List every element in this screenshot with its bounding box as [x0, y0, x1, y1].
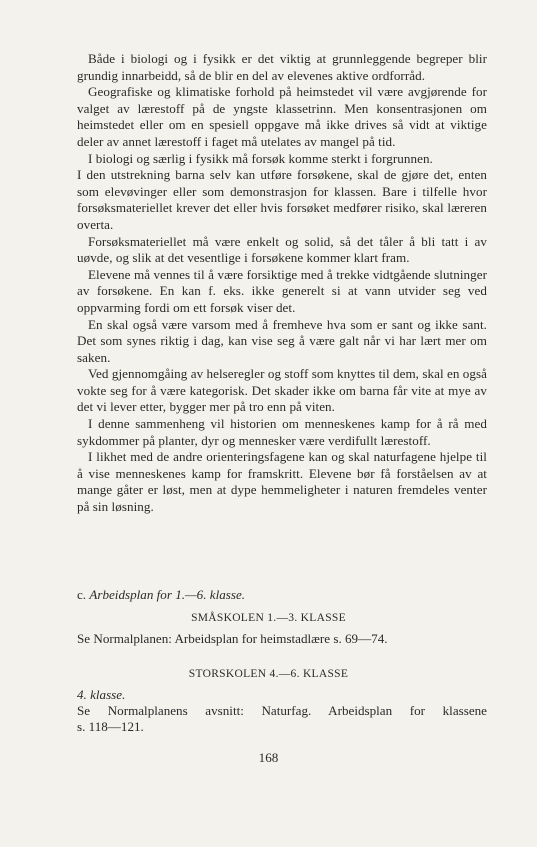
- body-text: [77, 51, 487, 516]
- paragraph: Både i biologi og i fysikk er det viktig at grunnleggende begreper blir grundig innarbeidd, så de blir en del av elevenes aktive ordforråd.: [77, 51, 487, 83]
- paragraph: Forsøksmateriellet må være enkelt og solid, så det tåler å bli tatt i av uøvde, og slik at det vesentlige i forsøkene kommer klart fram.: [77, 233, 487, 266]
- paragraph: Ved gjennomgåing av helseregler og stoff som knyttes til dem, skal en også vokte seg for å være kategorisk. Det skader ikke om barna får vite at mye av det vi lever etter, bygger mer på tro enn på viten.: [77, 366, 487, 415]
- class-subheading: 4. klasse.: [77, 687, 126, 702]
- storskolen-reference-cont: s. 118—121.: [77, 719, 144, 734]
- paragraph: Elevene må vennes til å være forsiktige med å trekke vidtgående slutninger av forsøkene. En kan f. eks. ikke generelt si at vann utvider seg ved oppvarming fordi om ett forsøk viser det.: [77, 266, 487, 315]
- section-prefix: c.: [77, 587, 90, 602]
- storskolen-heading: STORSKOLEN 4.—6. KLASSE: [188, 668, 349, 680]
- paragraph: I denne sammenheng vil historien om menneskenes kamp for å rå med sykdommer på planter, dyr og mennesker være verdifullt lærestoff.: [77, 416, 487, 448]
- paragraph: I likhet med de andre orienteringsfagene kan og skal naturfagene hjelpe til å vise menneskenes kamp for framskritt. Elevene bør få forståelsen av at mange gåter er løst, men at dype hemmeligheter i naturen fremdeles venter på sin løsning.: [77, 449, 487, 515]
- smaskolen-heading: SMÅSKOLEN 1.—3. KLASSE: [191, 612, 346, 624]
- section-title: Arbeidsplan for 1.—6. klasse.: [89, 587, 246, 602]
- storskolen-reference: Se Normalplanens avsnitt: Naturfag. Arbeidsplan for klassene: [77, 703, 487, 718]
- section-heading: [77, 587, 245, 603]
- smaskolen-reference: Se Normalplanen: Arbeidsplan for heimstadlære s. 69—74.: [77, 631, 388, 646]
- paragraph: En skal også være varsom med å fremheve hva som er sant og ikke sant. Det som synes riktig i dag, kan vise seg å være galt når vi har lært mer om saken.: [77, 316, 487, 365]
- paragraph: Geografiske og klimatiske forhold på heimstedet vil være avgjørende for valget av lærestoff på de yngste klassetrinn. Men konsentrasjonen om heimstedet eller om en spesiell oppgave må ikke drives så vidt at viktige deler av annet lærestoff i faget må utelates av mangel på tid.: [77, 84, 487, 149]
- page-number: 168: [258, 750, 279, 765]
- paragraph: I den utstrekning barna selv kan utføre forsøkene, skal de gjøre det, enten som elevøvinger eller som demonstrasjon for klassen. Bare i tilfelle hvor forsøksmateriellet krever det eller hvis forsøket medfører risiko, skal læreren overta.: [77, 167, 487, 232]
- paragraph: I biologi og særlig i fysikk må forsøk komme sterkt i forgrunnen.: [88, 150, 433, 166]
